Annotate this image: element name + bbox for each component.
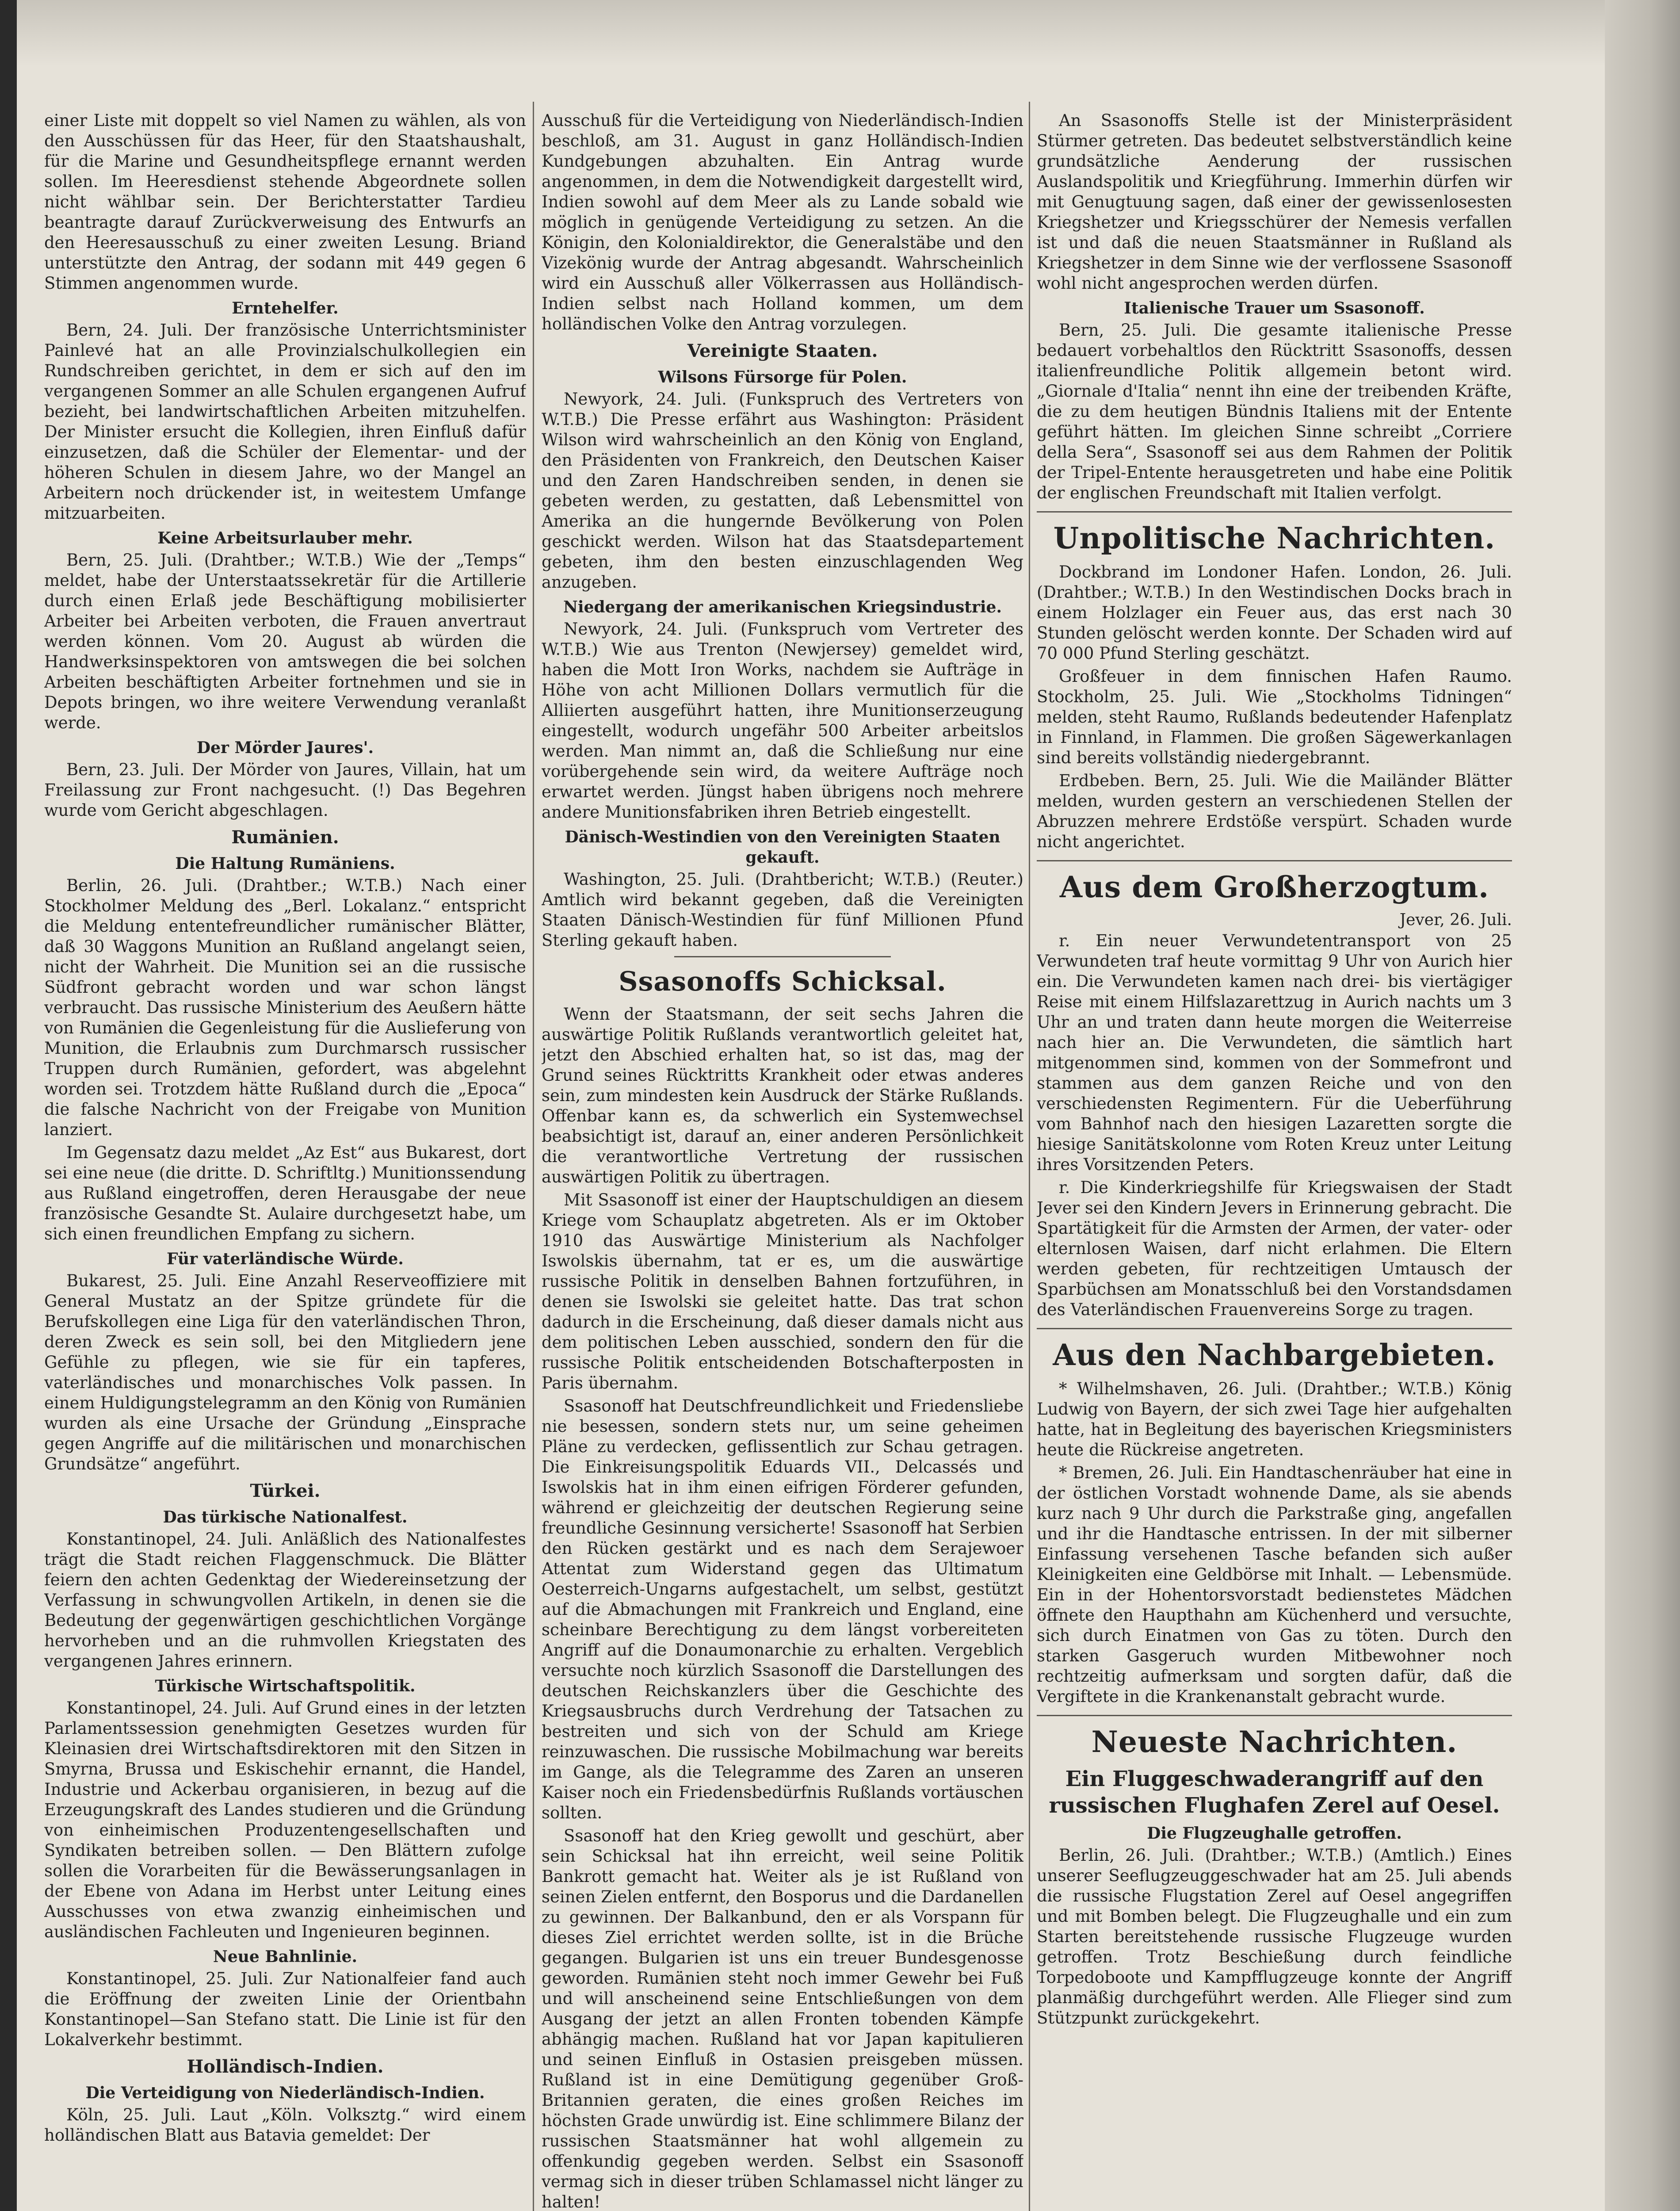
article-text: An Ssasonoffs Stelle ist der Ministerpräsident Stürmer getreten. Das bedeutet selbstverständlich keine grundsätzliche Aenderung der russischen Auslandspolitik und Kriegführung. Immerhin dürfen wir mit Genugtuung sagen, daß einer der gewissenlosesten Kriegshetzer und Kriegsschürer der Nemesis verfallen ist und daß die neuen Staatsmänner in Rußland als Kriegshetzer in dem Sinne wie der verflossene Ssasonoff wohl nicht angesprochen werden dürfen. [1037,111,1512,293]
headline: Keine Arbeitsurlauber mehr. [157,529,413,547]
article-text: Bern, 25. Juli. (Drahtber.; W.T.B.) Wie der „Temps“ meldet, habe der Unterstaatssekretär für die Artillerie durch einen Erlaß jede Beschäftigung mobilisierter Arbeiter bei Arbeiten verboten, die Frauen anvertraut werden können. Vom 20. August ab würden die Handwerksinspektoren von amtswegen die bei solchen Arbeiten beschäftigten Arbeiter fortnehmen und sie in Depots bringen, wo ihre weitere Verwendung veranlaßt werde. [44,551,526,732]
article-text: Erdbeben. Bern, 25. Juli. Wie die Mailänder Blätter melden, wurden gestern an verschiedenen Stellen der Abruzzen mehrere Erdstöße verspürt. Schaden wurde nicht angerichtet. [1037,771,1512,851]
column-rule-1 [533,102,534,2211]
article-text: Wenn der Staatsmann, der seit sechs Jahren die auswärtige Politik Rußlands verantwortlich geleitet hat, jetzt den Abschied erhalten hat, so ist das, mag der Grund seines Rücktritts Krankheit oder etwas anderes sein, zum mindesten kein Ausdruck der Stärke Rußlands. Offenbar kann es, da schwerlich ein Systemwechsel beabsichtigt ist, darauf an, einer anderen Persönlichkeit die verantwortliche Vertretung der russischen auswärtigen Politik zu übertragen. [542,1005,1023,1186]
headline: Italienische Trauer um Ssasonoff. [1124,299,1425,317]
article-text: r. Die Kinderkriegshilfe für Kriegswaisen der Stadt Jever sei den Kindern Jevers in Erinnerung gebracht. Die Spartätigkeit für die Armsten der Armen, der vater- oder elternlosen Waisen, darf nicht erlahmen. Die Eltern werden gebeten, für rechtzeitigen Umtausch der Sparbüchsen am Monatsschluß bei den Vorstandsdamen des Vaterländischen Frauenvereins Sorge zu tragen. [1037,1178,1512,1319]
article-text: Köln, 25. Juli. Laut „Köln. Volksztg.“ wird einem holländischen Blatt aus Batavia gemeldet: Der [44,2105,526,2145]
article-text: Bern, 23. Juli. Der Mörder von Jaures, Villain, hat um Freilassung zur Front nachgesucht. (!) Das Begehren wurde vom Gericht abgeschlagen. [44,760,526,820]
headline: Die Verteidigung von Niederländisch-Indien. [85,2084,485,2102]
column-rule-2 [1029,102,1030,2211]
column-2 [542,111,1023,2211]
article-text: Konstantinopel, 24. Juli. Anläßlich des Nationalfestes trägt die Stadt reichen Flaggenschmuck. Die Blätter feiern den achten Gedenktag der Wiedereinsetzung der Verfassung in schwungvollen Artikeln, in denen sie die Bedeutung der gegenwärtigen geschichtlichen Vorgänge hervorheben und an die ruhmvollen Kriegstaten des vergangenen Jahres erinnern. [44,1530,526,1671]
article-text: Dockbrand im Londoner Hafen. London, 26. Juli. (Drahtber.; W.T.B.) In den Westindischen Docks brach in einem Holzlager ein Feuer aus, das erst nach 30 Stunden gelöscht werden konnte. Der Schaden wird auf 70 000 Pfund Sterling geschätzt. [1037,562,1512,663]
banner-headline: Ssasonoffs Schicksal. [619,966,947,997]
headline: Dänisch-Westindien von den Vereinigten Staaten gekauft. [565,828,1000,867]
headline: Türkische Wirtschaftspolitik. [155,1677,416,1695]
headline: Die Haltung Rumäniens. [175,854,395,873]
banner-headline: Aus dem Großherzogtum. [1059,870,1489,904]
headline: Wilsons Fürsorge für Polen. [658,368,907,386]
dateline: Jever, 26. Juli. [1399,911,1512,929]
article-text: Mit Ssasonoff ist einer der Hauptschuldigen an diesem Kriege vom Schauplatz abgetreten. Als er im Oktober 1910 das Auswärtige Ministerium als Nachfolger Iswolskis übernahm, tat er es, um die auswärtige russische Politik in denselben Bahnen fortzuführen, in denen sie Iswolski sie geleitet hatte. Das trat schon dadurch in die Erscheinung, daß dieser damals nicht aus dem politischen Leben ausschied, sondern den für die russische Politik entscheidenden Botschafterposten in Paris übernahm. [542,1190,1023,1392]
article-text: * Bremen, 26. Juli. Ein Handtaschenräuber hat eine in der östlichen Vorstadt wohnende Dame, als sie abends kurz nach 9 Uhr durch die Parkstraße ging, angefallen und ihr die Handtasche entrissen. In der mit silberner Einfassung versehenen Tasche befanden sich außer Kleinigkeiten eine Geldbörse mit Inhalt. — Lebensmüde. Ein in der Hohentorsvorstadt bedienstetes Mädchen öffnete den Haupthahn am Küchenherd und versuchte, sich durch Einatmen von Gas zu töten. Durch den starken Gasgeruch wurden Mitbewohner noch rechtzeitig aufmerksam und sorgten dafür, daß die Vergiftete in die Krankenanstalt gebracht wurde. [1037,1463,1512,1706]
banner-headline: Aus den Nachbargebieten. [1053,1338,1496,1372]
divider [674,956,891,957]
divider [1037,1715,1512,1716]
article-text: Washington, 25. Juli. (Drahtbericht; W.T.B.) (Reuter.) Amtlich wird bekannt gegeben, daß die Vereinigten Staaten Dänisch-Westindien für fünf Millionen Pfund Sterling gekauft haben. [542,870,1023,950]
section-heading: Holländisch-Indien. [187,2056,384,2077]
scan-left-edge [0,0,17,2211]
headline: Der Mörder Jaures'. [196,738,374,757]
article-text: Konstantinopel, 25. Juli. Zur Nationalfeier fand auch die Eröffnung der zweiten Linie der Orientbahn Konstantinopel—San Stefano statt. Die Linie ist für den Lokalverkehr bestimmt. [44,1969,526,2049]
headline: Für vaterländische Würde. [167,1250,404,1268]
divider [1037,511,1512,513]
article-text: Berlin, 26. Juli. (Drahtber.; W.T.B.) (Amtlich.) Eines unserer Seeflugzeuggeschwader hat am 25. Juli abends die russische Flugstation Zerel auf Oesel angegriffen und mit Bomben belegt. Die Flugzeughalle und ein zum Starten bereitstehende russische Flugzeuge wurden getroffen. Trotz Beschießung durch feindliche Torpedoboote und Kampfflugzeuge konnte der Angriff planmäßig durchgeführt werden. Alle Flieger sind zum Stützpunkt zurückgekehrt. [1037,1846,1512,2027]
article-text: Newyork, 24. Juli. (Funkspruch des Vertreters von W.T.B.) Die Presse erfährt aus Washington: Präsident Wilson wird wahrscheinlich an den König von England, den Präsidenten von Frankreich, den Deutschen Kaiser und den Zaren Handschreiben senden, in denen sie gebeten werden, zu gestatten, daß Lebensmittel von Amerika an die hungernde Bevölkerung von Polen geschickt werden. Wilson hat das Staatsdepartement gebeten, ihm den besten einzuschlagenden Weg anzugeben. [542,390,1023,592]
article-text: Ssasonoff hat den Krieg gewollt und geschürt, aber sein Schicksal hat ihn erreicht, weil seine Politik Bankrott gemacht hat. Weiter als je ist Rußland von seinen Zielen entfernt, den Bosporus und die Dardanellen zu gewinnen. Der Balkanbund, den er als Vorspann für dieses Ziel errichtet werden sollte, ist in die Brüche gegangen. Bulgarien ist uns ein treuer Bundesgenosse geworden. Rumänien steht noch immer Gewehr bei Fuß und will anscheinend seine Entschließungen von dem Ausgang der jetzt an allen Fronten tobenden Kämpfe abhängig machen. Rußland hat vor Japan kapitulieren und seinen Einfluß in Ostasien preisgeben müssen. Rußland ist in eine Demütigung gegenüber Groß-Britannien geraten, die eines großen Reiches im höchsten Grade unwürdig ist. Eine schlimmere Bilanz der russischen Staatsmänner hat wohl allgemein zu offenkundig gegeben werden. Selbst ein Ssasonoff vermag sich in dieser trüben Schlamassel nicht länger zu halten! [542,1826,1023,2211]
article-text: * Wilhelmshaven, 26. Juli. (Drahtber.; W.T.B.) König Ludwig von Bayern, der sich zwei Tage hier aufgehalten hatte, hat in Begleitung des bayerischen Kriegsministers heute die Rückreise angetreten. [1037,1379,1512,1459]
subheadline: Die Flugzeughalle getroffen. [1147,1824,1402,1843]
divider [1037,1328,1512,1329]
article-text: Bukarest, 25. Juli. Eine Anzahl Reserveoffiziere mit General Mustatz an der Spitze gründete für die Berufskollegen eine Liga für den vaterländischen Thron, deren Zweck es sein soll, bei den Mitgliedern jene Gefühle zu pflegen, wie sie für ein tapferes, vaterländisches und monarchisches Volk passen. In einem Huldigungstelegramm an den König von Rumänien wurden als eine Ursache der Gründung „Einsprache gegen Angriffe auf die militärischen und monarchischen Grundsätze“ angeführt. [44,1271,526,1473]
article-text: Ausschuß für die Verteidigung von Niederländisch-Indien beschloß, am 31. August in ganz Holländisch-Indien Kundgebungen abzuhalten. Ein Antrag wurde angenommen, in dem die Notwendigkeit dargestellt wird, Indien sowohl auf dem Meer als zu Lande sobald wie möglich in genügende Verteidigung zu setzen. An die Königin, den Kolonialdirektor, die Generalstäbe und den Vizekönig wurde der Antrag abgesandt. Wahrscheinlich wird ein Ausschuß aller Völkerrassen aus Holländisch-Indien selbst nach Holland kommen, um dem holländischen Volke den Antrag vorzulegen. [542,111,1023,333]
headline: Neue Bahnlinie. [213,1947,358,1966]
column-1 [44,111,526,2211]
headline: Das türkische Nationalfest. [163,1508,408,1526]
article-text: Konstantinopel, 24. Juli. Auf Grund eines in der letzten Parlamentssession genehmigten Gesetzes wurden für Kleinasien drei Wirtschaftsdirektoren mit den Sitzen in Smyrna, Brussa und Eskischehir ernannt, die Handel, Industrie und Ackerbau organisieren, in bezug auf die Erzeugungskraft des Landes studieren und die Gründung von einheimischen Produzentengesellschaften und Syndikaten betreiben sollen. — Den Blättern zufolge sollen die Vorarbeiten für die Bewässerungsanlagen in der Ebene von Adana im Herbst unter Leitung eines Ausschusses von etwa zwanzig einheimischen und ausländischen Fachleuten und Ingenieuren beginnen. [44,1698,526,1941]
section-heading: Vereinigte Staaten. [687,340,878,361]
section-heading: Rumänien. [231,827,339,848]
banner-headline: Neueste Nachrichten. [1091,1725,1458,1759]
article-text: Ssasonoff hat Deutschfreundlichkeit und Friedensliebe nie besessen, sondern stets nur, um seine geheimen Pläne zu verdecken, geflissentlich zur Schau getragen. Die Einkreisungspolitik Eduards VII., Delcassés und Iswolskis hat in ihm einen eifrigen Förderer gefunden, während er gleichzeitig der deutschen Regierung seine freundliche Gesinnung versicherte! Ssasonoff hat Serbien den Rücken gestärkt und es nach dem Serajewoer Attentat zum Widerstand gegen das Ultimatum Oesterreich-Ungarns aufgestachelt, um selbst, gestützt auf die Abmachungen mit Frankreich und England, eine scheinbare Berechtigung zu dem längst vorbereiteten Angriff auf die Donaumonarchie zu erhalten. Vergeblich versuchte noch kürzlich Ssasonoff die Darstellungen des deutschen Reichskanzlers über die Geschichte des Kriegsausbruchs durch Verdrehung der Tatsachen zu bestreiten und sich von der Schuld am Kriege reinzuwaschen. Die russische Mobilmachung war bereits im Gange, als die Telegramme des Zaren an unseren Kaiser noch ein Friedensbedürfnis Rußlands vortäuschen sollten. [542,1396,1023,1822]
divider [1037,860,1512,861]
headline: Niedergang der amerikanischen Kriegsindustrie. [563,598,1002,616]
section-heading: Türkei. [250,1480,321,1501]
scan-right-edge [1605,0,1680,2211]
banner-headline: Unpolitische Nachrichten. [1053,521,1496,555]
headline: Erntehelfer. [232,299,339,317]
headline: Ein Fluggeschwaderangriff auf den russischen Flughafen Zerel auf Oesel. [1049,1767,1500,1818]
article-text: r. Ein neuer Verwundetentransport von 25 Verwundeten traf heute vormittag 9 Uhr von Aurich hier ein. Die Verwundeten kamen nach drei- bis viertägiger Reise mit einem Hilfslazarettzug in Aurich nachts um 3 Uhr an und traten dann heute morgen die Weiterreise nach hier an. Die Verwundeten, die sämtlich hart mitgenommen sind, kommen von der Sommefront und stammen aus dem ganzen Reiche und von den verschiedensten Regimentern. Für die Ueberführung vom Bahnhof nach den hiesigen Lazaretten sorgte die hiesige Sanitätskolonne vom Roten Kreuz unter Leitung ihres Vorsitzenden Peters. [1037,931,1512,1174]
article-text: Bern, 25. Juli. Die gesamte italienische Presse bedauert vorbehaltlos den Rücktritt Ssasonoffs, dessen italienfreundliche Politik allgemein betont wird. „Giornale d'Italia“ nennt ihn eine der treibenden Kräfte, die zu dem heutigen Bündnis Italiens mit der Entente geführt hätten. Im gleichen Sinne schreibt „Corriere della Sera“, Ssasonoff sei aus dem Rahmen der Politik der Tripel-Entente herausgetreten und habe eine Politik der englischen Freundschaft mit Italien verfolgt. [1037,321,1512,502]
article-text: einer Liste mit doppelt so viel Namen zu wählen, als von den Ausschüssen für das Heer, für den Staatshaushalt, für die Marine und Gesundheitspflege ernannt werden sollen. Im Heeresdienst stehende Abgeordnete sollen nicht wählbar sein. Der Berichterstatter Tardieu beantragte darauf Zurückverweisung des Entwurfs an den Heeresausschuß zu einer zweiten Lesung. Briand unterstützte den Antrag, der sodann mit 449 gegen 6 Stimmen angenommen wurde. [44,111,526,293]
article-text: Großfeuer in dem finnischen Hafen Raumo. Stockholm, 25. Juli. Wie „Stockholms Tidningen“ melden, steht Raumo, Rußlands bedeutender Hafenplatz in Finnland, in Flammen. Die großen Sägewerkanlagen sind bereits vollständig niedergebrannt. [1037,667,1512,767]
scan-top-shadow [0,0,1680,66]
article-text: Im Gegensatz dazu meldet „Az Est“ aus Bukarest, dort sei eine neue (die dritte. D. Schriftltg.) Munitionssendung aus Rußland eingetroffen, deren Herausgabe der neue französische Gesandte St. Aulaire durchgesetzt habe, um sich einen freundlichen Empfang zu sichern. [44,1143,526,1243]
column-3 [1037,111,1512,2211]
article-text: Newyork, 24. Juli. (Funkspruch vom Vertreter des W.T.B.) Wie aus Trenton (Newjersey) gemeldet wird, haben die Mott Iron Works, nachdem sie Aufträge in Höhe von acht Millionen Dollars vermutlich für die Alliierten ausgeführt hatten, ihre Munitionserzeugung eingestellt, wodurch ungefähr 500 Arbeiter arbeitslos werden. Man nimmt an, daß die Schließung nur eine vorübergehende sein wird, da weitere Aufträge noch erwartet werden. Jüngst haben übrigens noch mehrere andere Munitionsfabriken ihren Betrieb eingestellt. [542,620,1023,822]
article-text: Berlin, 26. Juli. (Drahtber.; W.T.B.) Nach einer Stockholmer Meldung des „Berl. Lokalanz.“ entspricht die Meldung ententefreundlicher rumänischer Blätter, daß 30 Waggons Munition an Rußland angelangt seien, nicht der Wahrheit. Die Munition sei an die russische Südfront gebracht worden und war schon längst verbraucht. Das russische Ministerium des Aeußern hätte von Rumänien die Gegenleistung für die Auslieferung von Munition, die Erlaubnis zum Durchmarsch russischer Truppen durch Rumänien, gefordert, was abgelehnt worden sei. Trotzdem hätte Rußland durch die „Epoca“ die falsche Nachricht von der Freigabe von Munition lanziert. [44,876,526,1139]
article-text: Bern, 24. Juli. Der französische Unterrichtsminister Painlevé hat an alle Provinzialschulkollegien ein Rundschreiben gerichtet, in dem er sich auf den im vergangenen Sommer an alle Schulen ergangenen Aufruf bezieht, bei landwirtschaftlichen Arbeiten mitzuhelfen. Der Minister ersucht die Kollegien, ihren Einfluß dafür einzusetzen, daß die Schüler der Elementar- und der höheren Schulen in diesem Jahre, wo der Mangel an Arbeitern noch drückender ist, in weitestem Umfange mitzuarbeiten. [44,321,526,523]
